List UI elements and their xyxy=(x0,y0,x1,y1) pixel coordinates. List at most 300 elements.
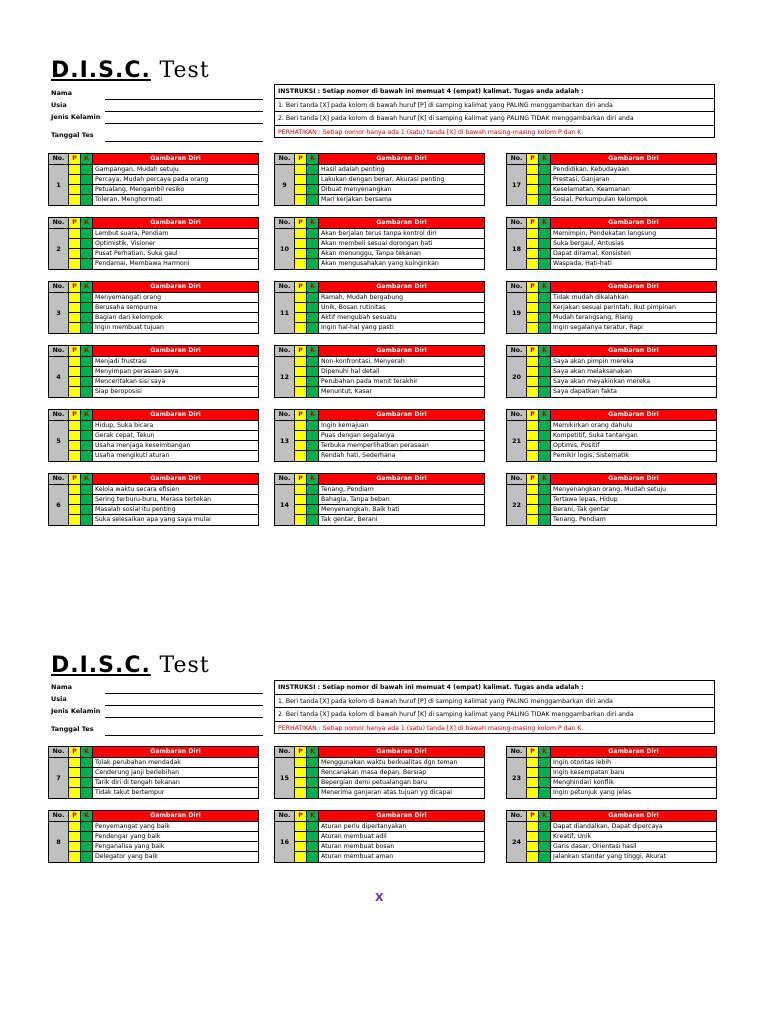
p-checkbox[interactable] xyxy=(295,185,307,194)
k-checkbox[interactable] xyxy=(307,303,319,312)
instruction-k: 2. Beri tanda [X] pada kolom di bawah huruf [K] di samping kalimat yang PALING TIDAK menggambarkan diri anda xyxy=(275,708,714,722)
k-checkbox[interactable] xyxy=(539,303,551,312)
k-checkbox[interactable] xyxy=(307,323,319,333)
p-checkbox[interactable] xyxy=(295,758,307,767)
k-checkbox[interactable] xyxy=(307,229,319,238)
statement-row xyxy=(527,485,716,495)
p-checkbox[interactable] xyxy=(295,842,307,851)
p-checkbox[interactable] xyxy=(527,229,539,238)
k-checkbox[interactable] xyxy=(539,377,551,386)
k-checkbox[interactable] xyxy=(81,778,93,787)
p-checkbox[interactable] xyxy=(69,758,81,767)
k-checkbox[interactable] xyxy=(539,259,551,269)
statement-text: Penyemangat yang baik xyxy=(95,823,170,830)
p-checkbox[interactable] xyxy=(69,313,81,322)
p-checkbox[interactable] xyxy=(69,293,81,302)
k-checkbox[interactable] xyxy=(539,195,551,205)
p-checkbox[interactable] xyxy=(69,239,81,248)
k-checkbox[interactable] xyxy=(539,515,551,525)
block-header xyxy=(275,410,484,421)
block-body xyxy=(49,229,258,269)
p-checkbox[interactable] xyxy=(527,249,539,258)
block-header xyxy=(507,154,716,165)
p-header: P xyxy=(295,154,307,165)
block-body xyxy=(507,229,716,269)
block-body xyxy=(507,485,716,525)
p-checkbox[interactable] xyxy=(69,421,81,430)
p-checkbox[interactable] xyxy=(69,788,81,798)
p-checkbox[interactable] xyxy=(295,421,307,430)
k-checkbox[interactable] xyxy=(539,229,551,238)
test-date-field[interactable] xyxy=(51,724,263,736)
statement-text: Tidak takut bertempur xyxy=(95,789,165,796)
p-checkbox[interactable] xyxy=(295,485,307,494)
statement-row xyxy=(295,175,484,185)
instruction-p: 1. Beri tanda [X] pada kolom di bawah huruf [P] di samping kalimat yang PALING menggambarkan diri anda xyxy=(275,695,714,709)
statement-text: Mari kerjakan bersama xyxy=(321,196,392,203)
k-checkbox[interactable] xyxy=(539,185,551,194)
p-checkbox[interactable] xyxy=(69,832,81,841)
p-checkbox[interactable] xyxy=(527,495,539,504)
p-checkbox[interactable] xyxy=(527,313,539,322)
p-checkbox[interactable] xyxy=(295,441,307,450)
p-checkbox[interactable] xyxy=(295,377,307,386)
field-line[interactable] xyxy=(105,141,263,142)
p-checkbox[interactable] xyxy=(527,367,539,376)
block-body xyxy=(275,165,484,205)
statement-row xyxy=(295,387,484,397)
k-checkbox[interactable] xyxy=(81,165,93,174)
p-checkbox[interactable] xyxy=(527,505,539,514)
title-abbr: D.I.S.C. xyxy=(51,653,151,678)
k-checkbox[interactable] xyxy=(307,451,319,461)
p-header: P xyxy=(527,282,539,293)
p-checkbox[interactable] xyxy=(295,249,307,258)
p-checkbox[interactable] xyxy=(527,441,539,450)
k-checkbox[interactable] xyxy=(539,758,551,767)
k-checkbox[interactable] xyxy=(307,387,319,397)
p-checkbox[interactable] xyxy=(69,842,81,851)
k-checkbox[interactable] xyxy=(81,249,93,258)
p-checkbox[interactable] xyxy=(527,451,539,461)
p-checkbox[interactable] xyxy=(69,357,81,366)
k-checkbox[interactable] xyxy=(539,293,551,302)
k-header: K xyxy=(81,474,93,485)
p-checkbox[interactable] xyxy=(69,229,81,238)
statement-text: Menyenangkan, Baik hati xyxy=(321,506,400,513)
p-checkbox[interactable] xyxy=(527,421,539,430)
k-checkbox[interactable] xyxy=(81,485,93,494)
no-header: No. xyxy=(275,474,295,485)
p-checkbox[interactable] xyxy=(69,185,81,194)
question-block xyxy=(506,345,717,398)
p-checkbox[interactable] xyxy=(527,239,539,248)
k-checkbox[interactable] xyxy=(81,367,93,376)
statement-row xyxy=(69,239,258,249)
p-checkbox[interactable] xyxy=(69,377,81,386)
field-line[interactable] xyxy=(105,735,263,736)
statement-row xyxy=(295,485,484,495)
p-checkbox[interactable] xyxy=(69,175,81,184)
k-checkbox[interactable] xyxy=(307,515,319,525)
statement-text: Dibuat menyenangkan xyxy=(321,186,392,193)
k-checkbox[interactable] xyxy=(81,185,93,194)
k-checkbox[interactable] xyxy=(81,303,93,312)
statement-rows xyxy=(69,357,258,397)
p-checkbox[interactable] xyxy=(527,323,539,333)
p-checkbox[interactable] xyxy=(295,293,307,302)
p-checkbox[interactable] xyxy=(527,377,539,386)
k-checkbox[interactable] xyxy=(81,357,93,366)
k-checkbox[interactable] xyxy=(539,441,551,450)
k-checkbox[interactable] xyxy=(307,758,319,767)
field-line[interactable] xyxy=(105,123,263,124)
p-checkbox[interactable] xyxy=(295,195,307,205)
k-checkbox[interactable] xyxy=(307,832,319,841)
p-checkbox[interactable] xyxy=(69,515,81,525)
statement-row xyxy=(527,185,716,195)
k-checkbox[interactable] xyxy=(81,451,93,461)
k-checkbox[interactable] xyxy=(307,768,319,777)
statement-text: Dipenuhi hal detail xyxy=(321,368,380,375)
name-field[interactable] xyxy=(51,682,263,694)
p-checkbox[interactable] xyxy=(69,778,81,787)
k-checkbox[interactable] xyxy=(81,377,93,386)
field-line[interactable] xyxy=(105,705,263,706)
p-checkbox[interactable] xyxy=(69,485,81,494)
k-checkbox[interactable] xyxy=(307,239,319,248)
p-checkbox[interactable] xyxy=(527,485,539,494)
p-checkbox[interactable] xyxy=(527,515,539,525)
p-header: P xyxy=(69,410,81,421)
k-checkbox[interactable] xyxy=(539,842,551,851)
k-checkbox[interactable] xyxy=(307,313,319,322)
k-checkbox[interactable] xyxy=(539,323,551,333)
statement-row xyxy=(527,239,716,249)
k-checkbox[interactable] xyxy=(539,175,551,184)
page-title xyxy=(51,653,210,678)
statement-rows xyxy=(69,165,258,205)
field-line[interactable] xyxy=(105,693,263,694)
k-checkbox[interactable] xyxy=(307,293,319,302)
age-field[interactable] xyxy=(51,100,263,112)
statement-text: Prestasi, Ganjaran xyxy=(553,176,610,183)
p-checkbox[interactable] xyxy=(69,259,81,269)
statement-text: Terbuka memperlihatkan perasaan xyxy=(321,442,429,449)
question-block xyxy=(48,473,259,526)
gender-field[interactable] xyxy=(51,706,263,718)
k-checkbox[interactable] xyxy=(81,822,93,831)
field-label: Usia xyxy=(51,101,67,109)
k-checkbox[interactable] xyxy=(307,495,319,504)
k-checkbox[interactable] xyxy=(81,313,93,322)
k-checkbox[interactable] xyxy=(307,431,319,440)
k-checkbox[interactable] xyxy=(307,357,319,366)
p-checkbox[interactable] xyxy=(527,195,539,205)
p-header: P xyxy=(69,811,81,822)
p-checkbox[interactable] xyxy=(527,788,539,798)
k-checkbox[interactable] xyxy=(539,485,551,494)
k-checkbox[interactable] xyxy=(539,421,551,430)
p-checkbox[interactable] xyxy=(527,431,539,440)
k-checkbox[interactable] xyxy=(307,788,319,798)
statement-text: Petualang, Mengambil resiko xyxy=(95,186,185,193)
p-checkbox[interactable] xyxy=(69,195,81,205)
k-checkbox[interactable] xyxy=(539,852,551,862)
field-label: Usia xyxy=(51,695,67,703)
statement-row xyxy=(69,185,258,195)
question-block xyxy=(274,153,485,206)
k-checkbox[interactable] xyxy=(307,195,319,205)
k-checkbox[interactable] xyxy=(307,165,319,174)
p-header: P xyxy=(295,346,307,357)
k-checkbox[interactable] xyxy=(81,515,93,525)
statement-row xyxy=(527,387,716,397)
p-checkbox[interactable] xyxy=(295,822,307,831)
statement-rows xyxy=(69,421,258,461)
p-checkbox[interactable] xyxy=(295,852,307,862)
k-checkbox[interactable] xyxy=(307,822,319,831)
p-checkbox[interactable] xyxy=(295,451,307,461)
p-checkbox[interactable] xyxy=(69,505,81,514)
statement-text: Suka bergaul, Antusias xyxy=(553,240,625,247)
statement-row xyxy=(527,165,716,175)
p-checkbox[interactable] xyxy=(295,778,307,787)
statement-row xyxy=(295,293,484,303)
p-checkbox[interactable] xyxy=(295,323,307,333)
block-body xyxy=(275,758,484,798)
k-checkbox[interactable] xyxy=(307,778,319,787)
block-header xyxy=(49,410,258,421)
p-checkbox[interactable] xyxy=(527,758,539,767)
k-checkbox[interactable] xyxy=(539,505,551,514)
k-checkbox[interactable] xyxy=(539,239,551,248)
p-checkbox[interactable] xyxy=(295,788,307,798)
p-checkbox[interactable] xyxy=(527,357,539,366)
k-checkbox[interactable] xyxy=(81,175,93,184)
k-checkbox[interactable] xyxy=(307,852,319,862)
p-checkbox[interactable] xyxy=(527,842,539,851)
p-checkbox[interactable] xyxy=(69,165,81,174)
desc-header: Gambaran Diri xyxy=(551,474,716,485)
no-header: No. xyxy=(49,811,69,822)
statement-rows xyxy=(527,485,716,525)
k-checkbox[interactable] xyxy=(81,259,93,269)
k-checkbox[interactable] xyxy=(539,495,551,504)
statement-text: Saya dapatkan fakta xyxy=(553,388,617,395)
desc-header: Gambaran Diri xyxy=(551,154,716,165)
desc-header: Gambaran Diri xyxy=(551,747,716,758)
p-checkbox[interactable] xyxy=(527,185,539,194)
p-checkbox[interactable] xyxy=(527,303,539,312)
k-checkbox[interactable] xyxy=(539,357,551,366)
p-checkbox[interactable] xyxy=(527,165,539,174)
p-checkbox[interactable] xyxy=(527,832,539,841)
k-checkbox[interactable] xyxy=(539,367,551,376)
k-checkbox[interactable] xyxy=(307,505,319,514)
p-checkbox[interactable] xyxy=(295,431,307,440)
p-checkbox[interactable] xyxy=(69,249,81,258)
statement-text: Usaha menjaga keseimbangan xyxy=(95,442,191,449)
p-checkbox[interactable] xyxy=(69,852,81,862)
statement-row xyxy=(527,495,716,505)
question-block xyxy=(506,746,717,799)
k-checkbox[interactable] xyxy=(81,431,93,440)
p-checkbox[interactable] xyxy=(527,768,539,777)
no-header: No. xyxy=(507,346,527,357)
block-body xyxy=(49,357,258,397)
field-line[interactable] xyxy=(105,717,263,718)
instructions-box xyxy=(274,680,715,734)
k-checkbox[interactable] xyxy=(539,431,551,440)
k-checkbox[interactable] xyxy=(81,768,93,777)
p-checkbox[interactable] xyxy=(69,323,81,333)
age-field[interactable] xyxy=(51,694,263,706)
k-checkbox[interactable] xyxy=(81,239,93,248)
statement-row xyxy=(527,249,716,259)
statement-row xyxy=(69,768,258,778)
k-checkbox[interactable] xyxy=(307,259,319,269)
no-header: No. xyxy=(275,346,295,357)
p-checkbox[interactable] xyxy=(69,768,81,777)
statement-row xyxy=(69,495,258,505)
k-checkbox[interactable] xyxy=(307,249,319,258)
k-checkbox[interactable] xyxy=(81,842,93,851)
statement-text: Saya akan meyakinkan mereka xyxy=(553,378,651,385)
statement-row xyxy=(295,249,484,259)
p-checkbox[interactable] xyxy=(295,165,307,174)
statement-text: Aktif mengubah sesuatu xyxy=(321,314,397,321)
k-checkbox[interactable] xyxy=(539,313,551,322)
p-checkbox[interactable] xyxy=(527,293,539,302)
k-header: K xyxy=(539,410,551,421)
k-checkbox[interactable] xyxy=(307,441,319,450)
statement-text: Menggunakan waktu berkualitas dgn teman xyxy=(321,759,458,766)
question-block xyxy=(48,810,259,863)
p-header: P xyxy=(69,346,81,357)
p-checkbox[interactable] xyxy=(295,832,307,841)
k-checkbox[interactable] xyxy=(539,387,551,397)
name-field[interactable] xyxy=(51,88,263,100)
p-checkbox[interactable] xyxy=(527,175,539,184)
p-checkbox[interactable] xyxy=(69,441,81,450)
statement-text: Pusat Perhatian, Suka gaul xyxy=(95,250,178,257)
p-checkbox[interactable] xyxy=(527,822,539,831)
p-checkbox[interactable] xyxy=(295,313,307,322)
p-header: P xyxy=(295,474,307,485)
k-checkbox[interactable] xyxy=(307,421,319,430)
k-checkbox[interactable] xyxy=(81,441,93,450)
p-checkbox[interactable] xyxy=(527,852,539,862)
k-checkbox[interactable] xyxy=(539,451,551,461)
p-checkbox[interactable] xyxy=(69,367,81,376)
p-checkbox[interactable] xyxy=(69,822,81,831)
k-checkbox[interactable] xyxy=(81,832,93,841)
p-checkbox[interactable] xyxy=(69,431,81,440)
question-block xyxy=(274,345,485,398)
p-checkbox[interactable] xyxy=(295,357,307,366)
p-header: P xyxy=(69,218,81,229)
p-checkbox[interactable] xyxy=(295,175,307,184)
k-checkbox[interactable] xyxy=(81,421,93,430)
k-checkbox[interactable] xyxy=(539,165,551,174)
p-checkbox[interactable] xyxy=(527,387,539,397)
p-checkbox[interactable] xyxy=(295,259,307,269)
statement-row xyxy=(295,441,484,451)
p-checkbox[interactable] xyxy=(69,387,81,397)
p-checkbox[interactable] xyxy=(295,515,307,525)
k-checkbox[interactable] xyxy=(81,852,93,862)
question-number: 23 xyxy=(507,758,527,798)
k-checkbox[interactable] xyxy=(81,788,93,798)
k-checkbox[interactable] xyxy=(539,832,551,841)
k-checkbox[interactable] xyxy=(81,195,93,205)
k-checkbox[interactable] xyxy=(81,293,93,302)
k-checkbox[interactable] xyxy=(307,175,319,184)
k-checkbox[interactable] xyxy=(539,788,551,798)
k-checkbox[interactable] xyxy=(539,778,551,787)
statement-rows xyxy=(69,293,258,333)
k-checkbox[interactable] xyxy=(307,485,319,494)
p-checkbox[interactable] xyxy=(295,768,307,777)
statement-rows xyxy=(527,357,716,397)
k-checkbox[interactable] xyxy=(539,249,551,258)
p-checkbox[interactable] xyxy=(295,495,307,504)
p-header: P xyxy=(527,154,539,165)
k-checkbox[interactable] xyxy=(307,185,319,194)
k-checkbox[interactable] xyxy=(81,758,93,767)
k-checkbox[interactable] xyxy=(307,377,319,386)
k-checkbox[interactable] xyxy=(539,768,551,777)
k-checkbox[interactable] xyxy=(81,229,93,238)
question-block xyxy=(48,409,259,462)
k-checkbox[interactable] xyxy=(307,842,319,851)
p-checkbox[interactable] xyxy=(69,451,81,461)
desc-header: Gambaran Diri xyxy=(551,218,716,229)
p-checkbox[interactable] xyxy=(295,303,307,312)
question-number: 21 xyxy=(507,421,527,461)
statement-rows xyxy=(527,165,716,205)
no-header: No. xyxy=(49,282,69,293)
test-date-field[interactable] xyxy=(51,130,263,142)
field-label: Nama xyxy=(51,683,72,691)
k-checkbox[interactable] xyxy=(539,822,551,831)
p-checkbox[interactable] xyxy=(527,778,539,787)
gender-field[interactable] xyxy=(51,112,263,124)
field-label: Jenis Kelamin xyxy=(51,707,101,715)
k-header: K xyxy=(81,747,93,758)
k-checkbox[interactable] xyxy=(81,505,93,514)
statement-rows xyxy=(295,357,484,397)
p-checkbox[interactable] xyxy=(69,303,81,312)
k-checkbox[interactable] xyxy=(81,323,93,333)
p-checkbox[interactable] xyxy=(69,495,81,504)
p-checkbox[interactable] xyxy=(295,387,307,397)
statement-row xyxy=(295,195,484,205)
instruction-p: 1. Beri tanda [X] pada kolom di bawah huruf [P] di samping kalimat yang PALING menggambarkan diri anda xyxy=(275,99,714,113)
block-header xyxy=(275,346,484,357)
k-checkbox[interactable] xyxy=(307,367,319,376)
no-header: No. xyxy=(507,282,527,293)
p-checkbox[interactable] xyxy=(295,229,307,238)
k-checkbox[interactable] xyxy=(81,495,93,504)
p-checkbox[interactable] xyxy=(295,367,307,376)
p-checkbox[interactable] xyxy=(295,239,307,248)
k-checkbox[interactable] xyxy=(81,387,93,397)
statement-row xyxy=(69,788,258,798)
p-checkbox[interactable] xyxy=(295,505,307,514)
p-checkbox[interactable] xyxy=(527,259,539,269)
